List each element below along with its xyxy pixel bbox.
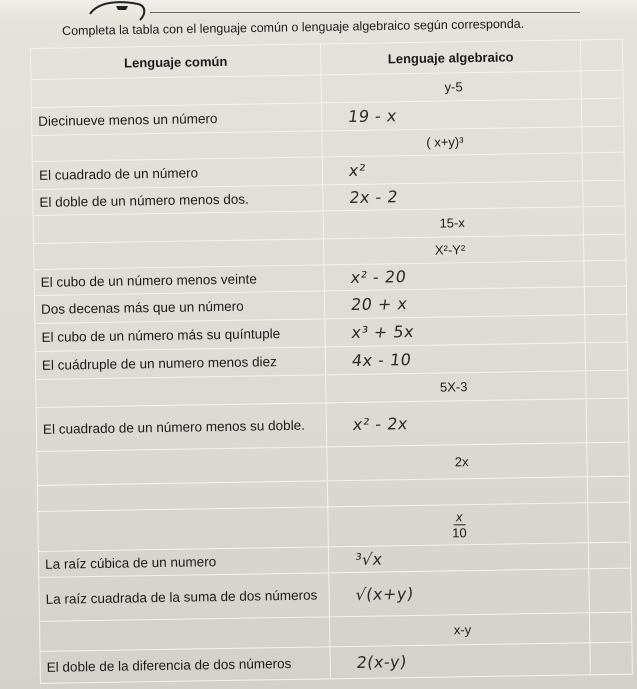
fraction-numerator: x (453, 509, 466, 525)
algebraic-language-cell (328, 543, 588, 573)
spare-column-cell (585, 342, 627, 371)
handwritten-answer: x³ + 5x (350, 321, 416, 342)
spare-column-cell (583, 180, 625, 207)
spare-column-cell (586, 370, 628, 399)
printed-fraction (449, 509, 470, 540)
algebraic-language-cell (325, 315, 585, 347)
handwritten-answer: x² - 2x (351, 413, 410, 434)
spare-column-cell (585, 314, 627, 343)
algebraic-language-cell (324, 235, 584, 265)
common-language-cell: El cuádruple de un numero menos diez (35, 347, 325, 380)
fraction-denominator: 10 (452, 525, 467, 541)
handwritten-answer: √(x+y) (354, 583, 415, 604)
algebraic-language-cell (326, 371, 586, 403)
spare-column-cell (588, 542, 630, 569)
common-language-cell: El cuadrado de un número menos su doble. (36, 403, 327, 452)
common-language-cell (37, 447, 327, 486)
handwritten-answer: 19 - x (346, 105, 399, 126)
common-language-cell: Diecinueve menos un número (31, 103, 321, 136)
common-language-cell (40, 617, 330, 652)
common-language-cell: El cuadrado de un número (32, 157, 322, 190)
algebraic-language-cell (324, 287, 584, 319)
spare-column-cell (582, 152, 624, 181)
handwritten-answer: 4x - 10 (350, 349, 413, 370)
top-rule-line (150, 12, 580, 13)
algebraic-language-cell (322, 153, 582, 185)
algebraic-language-cell (330, 643, 590, 679)
algebraic-language-cell (323, 207, 583, 239)
spare-column-cell (586, 398, 629, 443)
printed-expression: X²-Y² (434, 242, 466, 258)
spare-column-cell (589, 612, 631, 643)
header-algebraic-language: Lenguaje algebraico (320, 40, 580, 75)
common-language-cell: Dos decenas más que un número (34, 291, 324, 324)
spare-column-cell (584, 234, 626, 261)
spare-column-cell (584, 286, 626, 315)
common-language-cell (33, 211, 323, 244)
spare-column-cell (582, 126, 624, 153)
common-language-cell (38, 507, 329, 552)
spare-column-cell (590, 642, 632, 675)
spare-column-cell (583, 206, 625, 235)
spare-column-cell (581, 70, 623, 99)
common-language-cell: La raíz cuadrada de la suma de dos números (39, 573, 330, 622)
common-language-cell (31, 75, 321, 108)
decorative-corner-drawing (88, 0, 148, 22)
handwritten-answer: x² - 20 (349, 266, 408, 287)
algebraic-language-cell (329, 613, 589, 647)
spare-column-cell (589, 568, 632, 613)
instruction-text: Completa la tabla con el lenguaje común o lenguaje algebraico según corresponda. (62, 16, 525, 38)
common-language-cell: El doble de la diferencia de dos números (40, 647, 330, 684)
printed-expression: 15-x (439, 215, 465, 231)
algebraic-language-cell (321, 99, 581, 131)
worksheet-table (30, 39, 632, 673)
algebraic-language-cell (321, 71, 581, 103)
printed-expression: y-5 (444, 79, 463, 95)
algebraic-language-cell (327, 443, 588, 481)
header-common-language: Lenguaje común (31, 44, 321, 80)
algebraic-language-cell (328, 503, 589, 547)
handwritten-answer: ³√x (353, 549, 384, 569)
algebraic-language-cell (322, 127, 582, 157)
algebraic-language-cell (324, 261, 584, 291)
handwritten-answer: 2(x-y) (355, 651, 408, 672)
algebraic-language-cell (329, 569, 590, 617)
handwritten-answer: x² (347, 160, 368, 180)
common-language-cell: El doble de un número menos dos. (33, 185, 323, 216)
printed-expression: ( x+y)³ (426, 134, 464, 150)
spare-column-cell (584, 260, 626, 287)
algebraic-language-cell (326, 399, 587, 447)
algebraic-language-cell (327, 477, 587, 507)
printed-expression: x-y (453, 622, 472, 638)
common-language-cell: El cubo de un número más su quíntuple (35, 319, 325, 352)
spare-column-cell (581, 98, 623, 127)
handwritten-answer: 20 + x (349, 293, 409, 314)
common-language-cell: El cubo de un número menos veinte (34, 265, 324, 296)
algebraic-language-cell (323, 181, 583, 211)
algebraic-language-cell (325, 343, 585, 375)
spare-column-cell (587, 476, 629, 503)
spare-column-cell (588, 502, 631, 543)
header-spare-column (580, 39, 622, 71)
spare-column-cell (587, 442, 630, 477)
common-language-cell: La raíz cúbica de un numero (38, 547, 328, 578)
printed-expression: 5X-3 (439, 379, 468, 395)
printed-expression: 2x (454, 454, 469, 470)
handwritten-answer: 2x - 2 (348, 186, 400, 207)
